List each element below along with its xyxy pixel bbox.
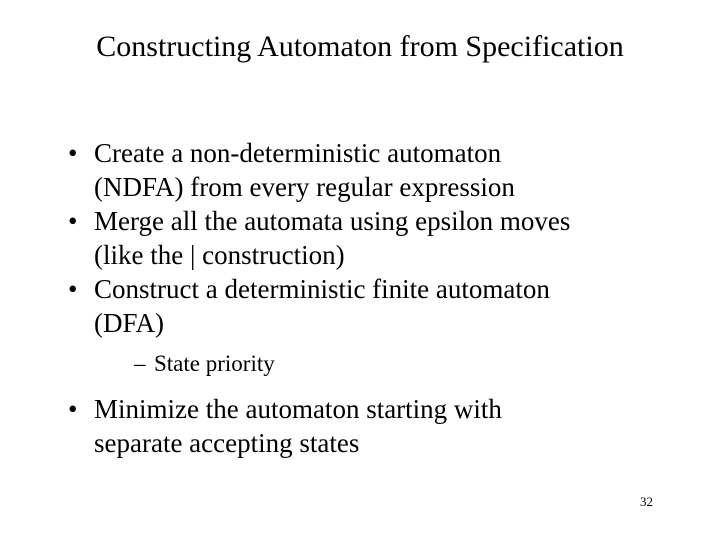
bullet-icon: • (68, 138, 78, 168)
bullet-item (62, 392, 682, 460)
bullet-icon: • (68, 206, 78, 236)
slide-title: Constructing Automaton from Specification (96, 30, 624, 63)
sub-bullet-text: State priority (154, 351, 275, 376)
dash-icon: – (134, 351, 146, 376)
bullet-text-line: Merge all the automata using epsilon moves (94, 206, 571, 236)
sub-bullet-list (94, 350, 682, 378)
slide-number: 32 (640, 494, 653, 509)
bullet-item (62, 272, 682, 378)
bullet-icon: • (68, 394, 78, 424)
bullet-list (62, 136, 682, 460)
bullet-item (62, 136, 682, 204)
bullet-text-line: Minimize the automaton starting with (94, 394, 502, 424)
bullet-text-line: (like the | construction) (94, 240, 345, 270)
sub-bullet-item (94, 350, 682, 378)
bullet-icon: • (68, 274, 78, 304)
bullet-text-line: (DFA) (94, 308, 164, 338)
bullet-text-line: (NDFA) from every regular expression (94, 172, 515, 202)
bullet-text-line: separate accepting states (94, 428, 360, 458)
bullet-item (62, 204, 682, 272)
bullet-text-line: Create a non-deterministic automaton (94, 138, 502, 168)
bullet-text-line: Construct a deterministic finite automaton (94, 274, 550, 304)
